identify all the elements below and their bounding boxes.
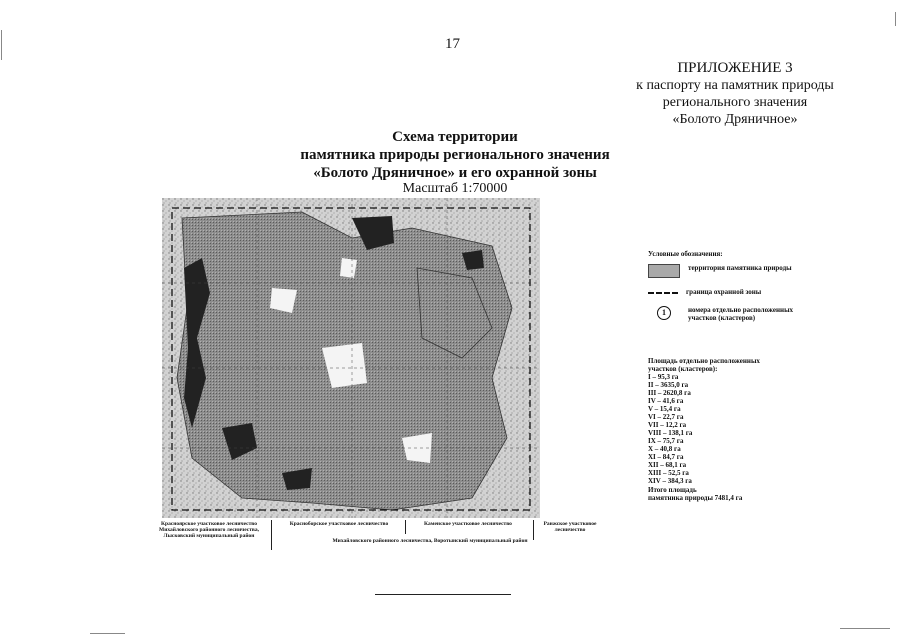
legend-item <box>648 264 798 278</box>
total-label: Итого площадь <box>648 486 697 494</box>
appendix-line: регионального значения <box>662 95 808 110</box>
legend-label: номера отдельно расположенных участков (кластеров) <box>688 306 794 322</box>
territory-map <box>162 198 540 518</box>
scan-edge-mark <box>1 30 2 60</box>
map-legend <box>648 250 798 332</box>
title-line: Схема территории <box>392 129 518 145</box>
divider <box>533 520 534 540</box>
dashed-line-icon <box>648 292 678 294</box>
area-item: XII – 68,1 га <box>648 461 687 469</box>
document-title <box>255 128 655 182</box>
forestry-label-krasnoyarskoe: Красноярское участковое лесничество Михайловского районного лесничества, Лысковский муниципальный район <box>159 521 259 539</box>
area-item: VIII – 138,1 га <box>648 429 693 437</box>
area-item: XI – 84,7 га <box>648 453 684 461</box>
area-item: V – 15,4 га <box>648 405 681 413</box>
legend-label: граница охранной зоны <box>686 288 762 296</box>
map-scale: Масштаб 1:70000 <box>402 181 508 196</box>
divider <box>271 520 272 550</box>
appendix-line: «Болото Дряничное» <box>672 112 798 127</box>
footer-rule <box>375 594 511 595</box>
area-item: I – 95,3 га <box>648 373 679 381</box>
hatched-area-icon <box>648 264 680 278</box>
appendix-heading: ПРИЛОЖЕНИЕ 3 <box>677 60 793 76</box>
cluster-areas <box>648 357 788 502</box>
appendix-block <box>600 60 870 128</box>
area-item: IX – 75,7 га <box>648 437 684 445</box>
title-line: «Болото Дряничное» и его охранной зоны <box>313 165 597 181</box>
area-item: XIV – 384,3 га <box>648 477 692 485</box>
circled-number-icon: 1 <box>657 306 671 320</box>
area-item: XIII – 52,5 га <box>648 469 689 477</box>
title-line: памятника природы регионального значения <box>300 147 610 163</box>
area-item: VII – 12,2 га <box>648 421 687 429</box>
total-value: памятника природы 7481,4 га <box>648 494 743 502</box>
appendix-line: к паспорту на памятник природы <box>636 78 834 93</box>
areas-list <box>648 373 788 485</box>
forestry-label-district: Михайловского районного лесничества, Воротынский муниципальный район <box>332 538 528 544</box>
forestry-label-krasnoborskoe: Красноборское участковое лесничество <box>289 521 389 527</box>
area-item: VI – 22,7 га <box>648 413 684 421</box>
area-item: IV – 41,6 га <box>648 397 684 405</box>
area-item: II – 3635,0 га <box>648 381 689 389</box>
forestry-label-ranzhskoe: Ранжское участковое лесничество <box>543 521 597 533</box>
legend-label: территория памятника природы <box>688 264 792 272</box>
forestry-label-kamenskoe: Каменское участковое лесничество <box>424 521 512 527</box>
area-item: III – 2620,8 га <box>648 389 691 397</box>
area-item: X – 40,8 га <box>648 445 681 453</box>
scan-edge-mark <box>90 633 125 634</box>
scan-edge-mark <box>895 12 896 26</box>
legend-title: Условные обозначения: <box>648 250 723 258</box>
scan-edge-mark <box>840 628 890 629</box>
page-number: 17 <box>445 36 460 52</box>
legend-item <box>648 306 798 322</box>
areas-title: Площадь отдельно расположенных участков (кластеров): <box>648 357 760 373</box>
legend-item <box>648 288 798 296</box>
divider <box>405 520 406 534</box>
